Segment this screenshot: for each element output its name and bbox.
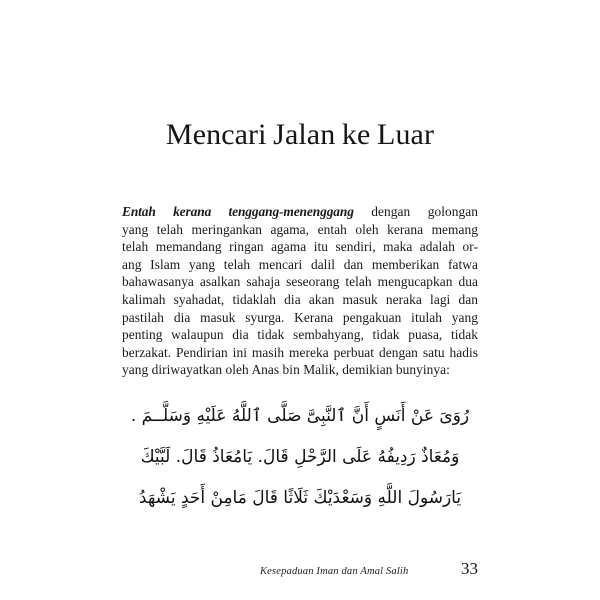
paragraph-lead-in: Entah kerana tenggang-menenggang [122,204,354,219]
arabic-quotation [120,396,480,519]
body-line: berzakat. Pendirian ini masih mereka perbuat dengan satu hadis [122,344,478,360]
body-line: yang telah meringankan agama, entah oleh kerana memang [122,221,478,237]
body-line: pastilah dia masuk syurga. Kerana pengakuan itulah yang [122,309,478,325]
body-line: telah memandang ringan agama itu sendiri, maka adalah or- [122,239,478,255]
footer-running-title: Kesepaduan Iman dan Amal Salih [260,565,409,577]
body-line: yang diriwayatkan oleh Anas bin Malik, demikian bunyinya: [122,362,450,378]
body-line: bahawasanya asalkan sahaja seseorang telah mengucapkan dua [122,274,478,290]
body-line: ang Islam yang telah mencari dalil dan memberikan fatwa [122,256,478,272]
page-footer [122,559,478,586]
body-line [122,203,478,221]
body-line-1-rest: dengan golongan [353,204,478,219]
arabic-line: وَمُعَاذٌ رَدِيفُهُ عَلَى الرَّحْلِ قَالَ. يَامُعَاذُ قَالَ. لَبَّيْكَ [140,447,460,467]
body-paragraph [122,203,478,379]
chapter-title: Mencari Jalan ke Luar [165,118,435,152]
arabic-line: يَارَسُولَ اللَّهِ وَسَعْدَيْكَ ثَلَاثًا قَالَ مَامِنْ أَحَدٍ يَشْهَدُ [138,488,462,508]
arabic-line: رُوَىَ عَنْ أَنَسٍ أَنَّ ٱلنَّبِىَّ صَلَّى ٱللَّهُ عَلَيْهِ وَسَلَّــمَ . [130,406,470,426]
body-line: penting walaupun dia tidak sembahyang, tidak puasa, tidak [122,327,478,343]
body-line: kalimah syahadat, tidaklah dia akan masuk neraka lagi dan [122,291,478,307]
page-number: 33 [461,559,478,578]
